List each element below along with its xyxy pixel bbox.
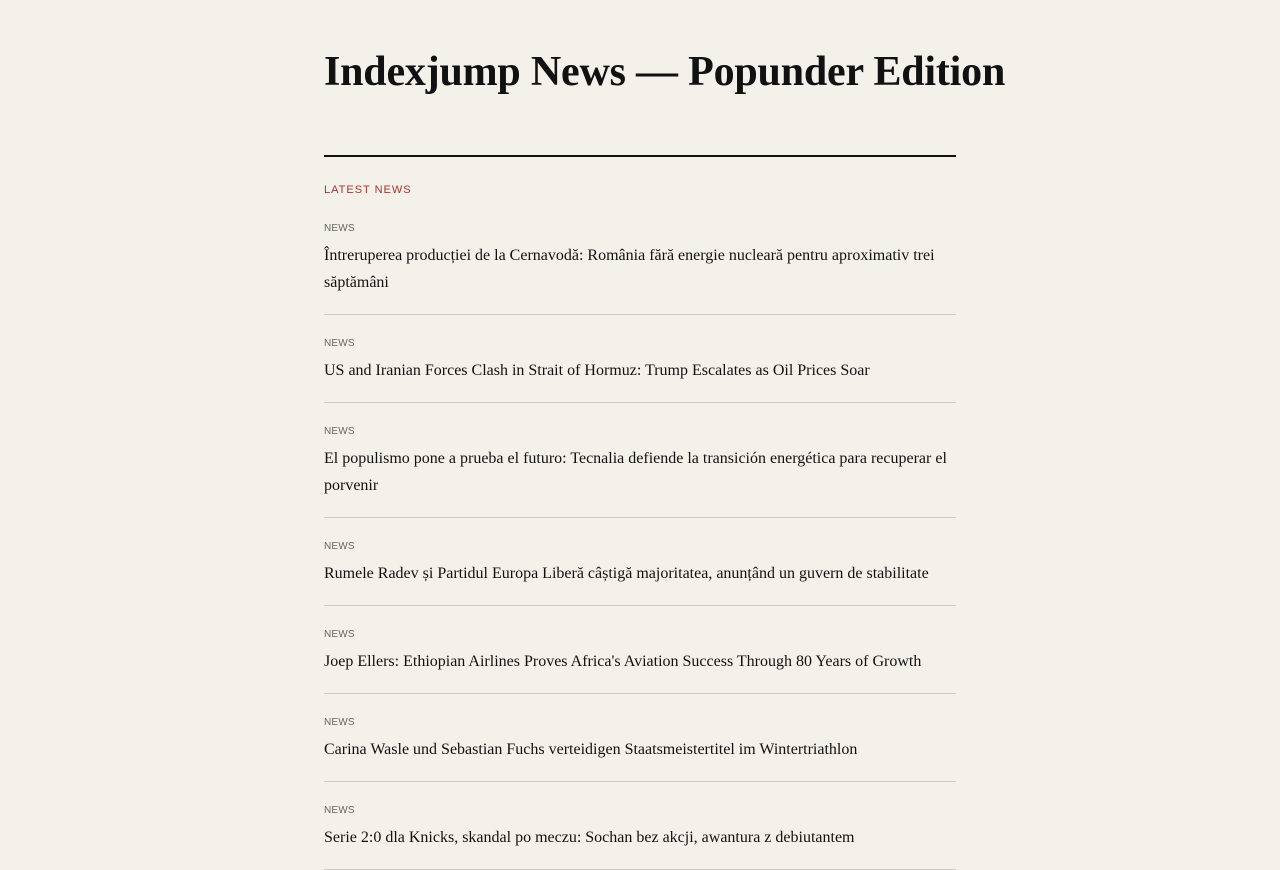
news-headline-link[interactable]: El populismo pone a prueba el futuro: Tecnalia defiende la transición energética para recuperar el porvenir [324, 450, 947, 494]
news-category: NEWS [324, 426, 355, 437]
news-category: NEWS [324, 629, 355, 640]
news-category: NEWS [324, 223, 355, 234]
news-headline-link[interactable]: Joep Ellers: Ethiopian Airlines Proves Africa's Aviation Success Through 80 Years of Growth [324, 653, 922, 670]
news-category: NEWS [324, 717, 355, 728]
news-headline-link[interactable]: Întreruperea producției de la Cernavodă: România fără energie nucleară pentru aproximativ trei săptămâni [324, 247, 935, 291]
title-divider [324, 155, 956, 157]
news-category: NEWS [324, 338, 355, 349]
news-item[interactable] [324, 629, 956, 694]
news-category: NEWS [324, 541, 355, 552]
section-label: LATEST NEWS [324, 184, 412, 196]
news-item[interactable] [324, 223, 956, 315]
news-item[interactable] [324, 426, 956, 518]
news-list [324, 223, 956, 870]
news-headline-link[interactable]: Serie 2:0 dla Knicks, skandal po meczu: Sochan bez akcji, awantura z debiutantem [324, 829, 855, 846]
page-container [324, 0, 1006, 870]
news-headline-link[interactable]: Rumele Radev și Partidul Europa Liberă câștigă majoritatea, anunțând un guvern de stabilitate [324, 565, 929, 582]
news-item[interactable] [324, 338, 956, 403]
news-headline-link[interactable]: US and Iranian Forces Clash in Strait of Hormuz: Trump Escalates as Oil Prices Soar [324, 362, 870, 379]
news-headline-link[interactable]: Carina Wasle und Sebastian Fuchs verteidigen Staatsmeistertitel im Wintertriathlon [324, 741, 858, 758]
news-item[interactable] [324, 717, 956, 782]
news-category: NEWS [324, 805, 355, 816]
site-title: Indexjump News — Popunder Edition [324, 49, 1006, 95]
news-item[interactable] [324, 541, 956, 606]
news-item[interactable] [324, 805, 956, 870]
